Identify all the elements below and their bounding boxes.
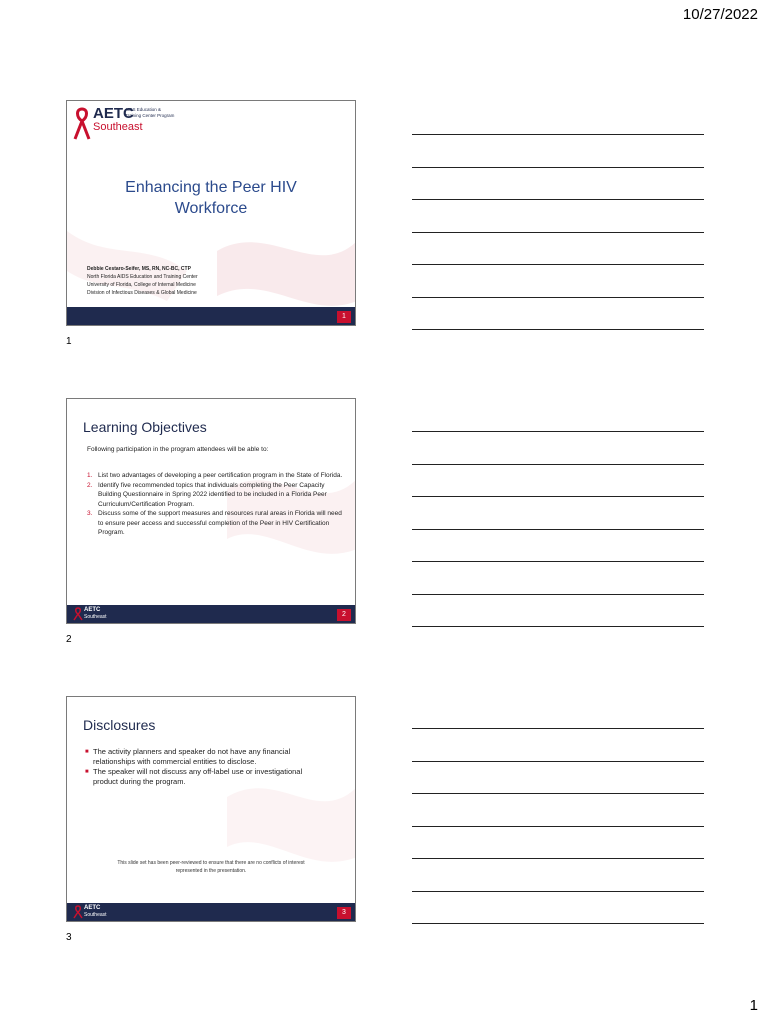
author-affiliation: University of Florida, College of Internal Medicine (87, 282, 196, 288)
note-line (412, 761, 704, 762)
logo-main-text: AETC (93, 105, 134, 122)
slide-footer-bar (67, 307, 355, 325)
red-ribbon-icon (73, 107, 91, 141)
note-line (412, 329, 704, 330)
note-line (412, 594, 704, 595)
slide-3-thumbnail (66, 696, 356, 922)
notes-lines (412, 431, 704, 659)
slide-number: 3 (337, 907, 351, 919)
note-line (412, 891, 704, 892)
list-item: 1. List two advantages of developing a peer certification program in the State of Florida. (87, 472, 343, 479)
peer-review-note: This slide set has been peer-reviewed to ensure that there are no conflicts of interest represented in the presentation. (117, 860, 305, 874)
list-item: ■ The speaker will not discuss any off-label use or investigational product during the program. (85, 767, 303, 786)
slide-title: Enhancing the Peer HIV Workforce (125, 179, 297, 217)
note-line (412, 496, 704, 497)
note-line (412, 167, 704, 168)
note-line (412, 264, 704, 265)
print-date: 10/27/2022 (682, 6, 758, 23)
list-item: 3. Discuss some of the support measures and resources rural areas in Florida will need to ensure peer access and successful completion of the Peer in HIV Certification Program. (87, 510, 342, 536)
note-line (412, 134, 704, 135)
note-line (412, 728, 704, 729)
logo-main-text: AETC (84, 607, 101, 613)
note-line (412, 826, 704, 827)
note-line (412, 858, 704, 859)
aetc-logo-small (73, 607, 143, 621)
slide-1-thumbnail (66, 100, 356, 326)
author-name: Debbie Cestaro-Seifer, MS, RN, NC-BC, CTP (87, 266, 191, 272)
list-item: ■ The activity planners and speaker do not have any financial relationships with commercial entities to disclose. (85, 747, 291, 766)
logo-sub-text: Southeast (93, 121, 143, 133)
note-line (412, 793, 704, 794)
list-item: 2. Identify five recommended topics that individuals completing the Peer Capacity Building Questionnaire in Spring 2022 identified to be included in a Florida Peer Curriculum/Certification Program. (87, 481, 327, 508)
note-line (412, 297, 704, 298)
note-line (412, 626, 704, 627)
note-line (412, 464, 704, 465)
logo-sub-text: Southeast (84, 614, 107, 620)
aetc-logo (73, 105, 193, 141)
logo-main-text: AETC (84, 905, 101, 911)
aetc-logo-small (73, 905, 143, 919)
note-line (412, 529, 704, 530)
note-line (412, 199, 704, 200)
note-line (412, 232, 704, 233)
slide-label: 3 (66, 932, 72, 943)
author-affiliation: North Florida AIDS Education and Training Center (87, 274, 198, 280)
slide-2-thumbnail (66, 398, 356, 624)
note-line (412, 923, 704, 924)
author-affiliation: Division of Infectious Diseases & Global Medicine (87, 290, 197, 296)
notes-lines (412, 134, 704, 362)
logo-sub-text: Southeast (84, 912, 107, 918)
slide-title: Disclosures (83, 717, 156, 733)
slide-title: Learning Objectives (83, 419, 207, 435)
red-ribbon-icon (73, 905, 83, 919)
slide-number: 1 (337, 311, 351, 323)
slide-number: 2 (337, 609, 351, 621)
objectives-list (87, 471, 349, 538)
note-line (412, 561, 704, 562)
page-number: 1 (749, 997, 758, 1014)
logo-tagline: AIDS Education & Training Center Program (125, 107, 175, 118)
red-ribbon-icon (73, 607, 83, 621)
slide-label: 1 (66, 336, 72, 347)
author-block (87, 265, 198, 297)
note-line (412, 431, 704, 432)
disclosure-list (85, 747, 325, 787)
notes-lines (412, 728, 704, 956)
slide-label: 2 (66, 634, 72, 645)
objectives-intro: Following participation in the program attendees will be able to: (87, 446, 269, 453)
